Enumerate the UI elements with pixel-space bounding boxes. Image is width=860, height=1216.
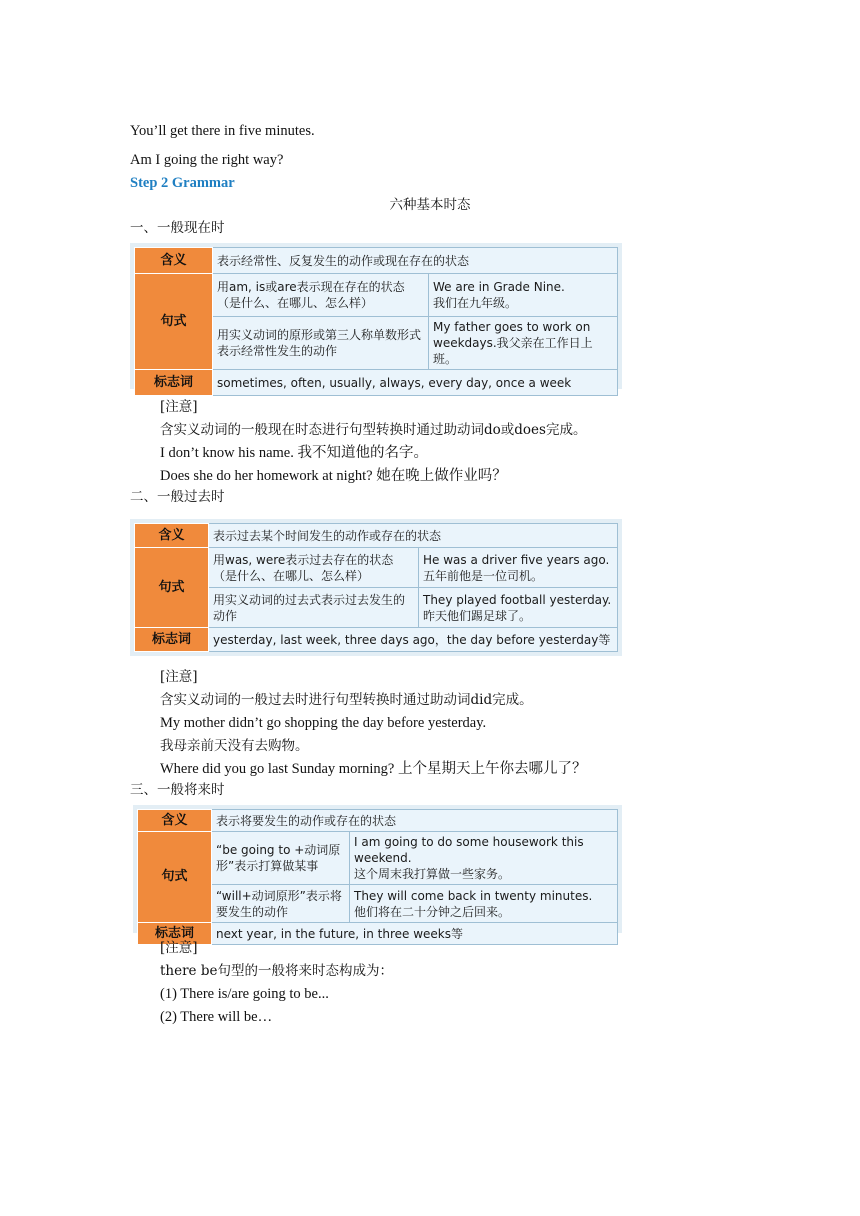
signal-label: 标志词: [135, 370, 213, 396]
rule-cell: 用实义动词的过去式表示过去发生的动作: [209, 588, 419, 628]
note-line: I don’t know his name. 我不知道他的名字。: [160, 445, 428, 461]
note-line: there be句型的一般将来时态构成为：: [160, 963, 393, 979]
pattern-label: 句式: [135, 274, 213, 370]
note-line: Where did you go last Sunday morning? 上个星期天上午你去哪儿了？: [160, 761, 587, 777]
meaning-label: 含义: [135, 524, 209, 548]
example-cell: They will come back in twenty minutes. 他们将在二十分钟之后回来。: [350, 885, 618, 923]
example-cell: I am going to do some housework this weekend. 这个周末我打算做一些家务。: [350, 832, 618, 885]
example-cell: He was a driver five years ago. 五年前他是一位司机。: [419, 548, 618, 588]
rule-cell: 用was, were表示过去存在的状态（是什么、在哪儿、怎么样）: [209, 548, 419, 588]
note-line: (2) There will be…: [160, 1009, 273, 1025]
note-line: 我母亲前天没有去购物。: [160, 738, 309, 754]
note-line: My mother didn’t go shopping the day before yesterday.: [160, 715, 487, 731]
meaning-label: 含义: [135, 248, 213, 274]
grammar-table-past: [130, 519, 622, 656]
signal-label: 标志词: [138, 923, 212, 945]
note-label: [注意]: [160, 399, 198, 415]
rule-cell: 用am, is或are表示现在存在的状态（是什么、在哪儿、怎么样）: [213, 274, 429, 317]
note-line: 含实义动词的一般过去时进行句型转换时通过助动词did完成。: [160, 692, 533, 708]
meaning-label: 含义: [138, 810, 212, 832]
signal-words-cell: next year, in the future, in three weeks等: [212, 923, 618, 945]
signal-label: 标志词: [135, 628, 209, 652]
example-cell: They played football yesterday. 昨天他们踢足球了。: [419, 588, 618, 628]
pattern-label: 句式: [135, 548, 209, 628]
signal-words-cell: yesterday, last week, three days ago，the day before yesterday等: [209, 628, 618, 652]
rule-cell: “will+动词原形”表示将要发生的动作: [212, 885, 350, 923]
pattern-label: 句式: [138, 832, 212, 923]
example-cell: My father goes to work on weekdays.我父亲在工作日上班。: [429, 317, 618, 370]
note-line: 含实义动词的一般现在时态进行句型转换时通过助动词do或does完成。: [160, 422, 587, 438]
step-heading: Step 2 Grammar: [130, 175, 235, 191]
rule-cell: 用实义动词的原形或第三人称单数形式表示经常性发生的动作: [213, 317, 429, 370]
note-label: [注意]: [160, 940, 198, 956]
intro-line-1: You’ll get there in five minutes.: [130, 123, 315, 139]
meaning-cell: 表示经常性、反复发生的动作或现在存在的状态: [213, 248, 618, 274]
note-line: (1) There is/are going to be...: [160, 986, 329, 1002]
signal-words-cell: sometimes, often, usually, always, every day, once a week: [213, 370, 618, 396]
note-label: [注意]: [160, 669, 198, 685]
section-heading-past: 二、一般过去时: [130, 489, 225, 505]
grammar-table-future: [133, 805, 622, 941]
document-title: 六种基本时态: [389, 197, 471, 213]
section-heading-present: 一、一般现在时: [130, 220, 225, 236]
example-cell: We are in Grade Nine. 我们在九年级。: [429, 274, 618, 317]
grammar-table-present: [130, 243, 622, 389]
intro-line-2: Am I going the right way?: [130, 152, 284, 168]
note-line: Does she do her homework at night? 她在晚上做作业吗？: [160, 468, 507, 484]
section-heading-future: 三、一般将来时: [130, 782, 225, 798]
meaning-cell: 表示过去某个时间发生的动作或存在的状态: [209, 524, 618, 548]
meaning-cell: 表示将要发生的动作或存在的状态: [212, 810, 618, 832]
rule-cell: “be going to +动词原形”表示打算做某事: [212, 832, 350, 885]
